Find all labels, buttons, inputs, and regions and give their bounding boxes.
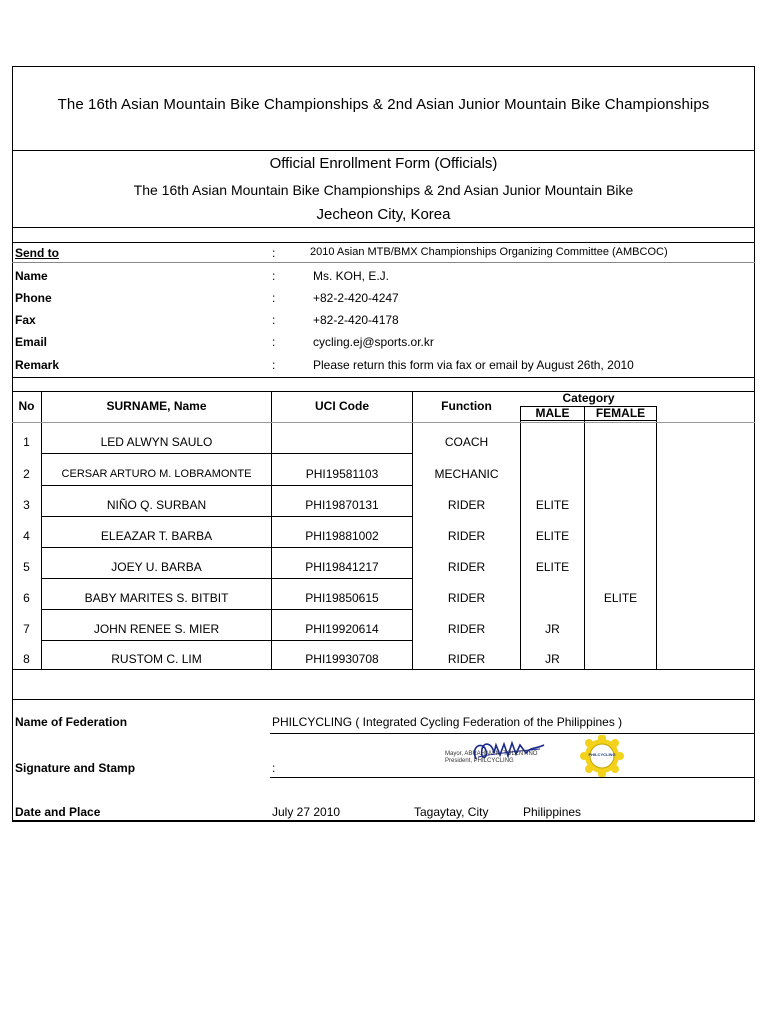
- row-male: ELITE: [535, 498, 570, 512]
- row-function: RIDER: [447, 529, 486, 543]
- colon: :: [272, 358, 276, 372]
- grid-line: [42, 485, 412, 486]
- email-value: cycling.ej@sports.or.kr: [313, 335, 434, 349]
- colon: :: [272, 313, 276, 327]
- row-function: RIDER: [447, 652, 486, 666]
- row-uci: PHI19841217: [305, 560, 379, 574]
- row-no: 2: [23, 467, 30, 481]
- row-name: BABY MARITES S. BITBIT: [84, 591, 229, 605]
- row-uci: PHI19920614: [305, 622, 379, 636]
- row-function: COACH: [444, 435, 489, 449]
- colon: :: [272, 291, 276, 305]
- remark-label: Remark: [15, 358, 60, 372]
- header-category: Category: [562, 391, 615, 405]
- row-male: JR: [545, 622, 560, 636]
- row-no: 3: [23, 498, 30, 512]
- row-no: 4: [23, 529, 30, 543]
- row-female: ELITE: [603, 591, 638, 605]
- name-label: Name: [15, 269, 48, 283]
- row-name: RUSTOM C. LIM: [111, 652, 202, 666]
- form-title: Official Enrollment Form (Officials): [269, 155, 498, 172]
- place-country: Philippines: [523, 805, 582, 819]
- header-no: No: [18, 399, 35, 413]
- phone-label: Phone: [15, 291, 52, 305]
- divider: [12, 262, 755, 263]
- divider: [270, 733, 755, 734]
- row-function: RIDER: [447, 591, 486, 605]
- row-function: RIDER: [447, 622, 486, 636]
- federation-value: PHILCYCLING ( Integrated Cycling Federation of the Philippines ): [272, 715, 623, 729]
- event-title: The 16th Asian Mountain Bike Championships & 2nd Asian Junior Mountain Bike Championships: [57, 96, 710, 113]
- philcycling-seal-icon: PHILCYCLING: [577, 735, 627, 777]
- row-name: JOHN RENEE S. MIER: [93, 622, 220, 636]
- row-name: NIÑO Q. SURBAN: [106, 498, 207, 512]
- row-male: ELITE: [535, 560, 570, 574]
- header-name: SURNAME, Name: [106, 399, 207, 413]
- date-value: July 27 2010: [272, 805, 341, 819]
- row-male: JR: [545, 652, 560, 666]
- grid-line: [42, 547, 412, 548]
- colon: :: [272, 269, 276, 283]
- colon: :: [272, 335, 276, 349]
- send-to-value: 2010 Asian MTB/BMX Championships Organizing Committee (AMBCOC): [310, 246, 668, 258]
- place-city: Tagaytay, City: [414, 805, 489, 819]
- divider: [12, 150, 755, 151]
- row-uci: PHI19930708: [305, 652, 379, 666]
- row-no: 5: [23, 560, 30, 574]
- row-function: MECHANIC: [434, 467, 499, 481]
- colon: :: [272, 246, 276, 260]
- header-male: MALE: [535, 406, 570, 420]
- row-name: ELEAZAR T. BARBA: [100, 529, 213, 543]
- row-no: 7: [23, 622, 30, 636]
- row-no: 8: [23, 652, 30, 666]
- row-no: 6: [23, 591, 30, 605]
- row-male: ELITE: [535, 529, 570, 543]
- header-uci: UCI Code: [315, 399, 369, 413]
- grid-line: [42, 516, 412, 517]
- grid-line: [42, 578, 412, 579]
- grid-line: [656, 406, 657, 669]
- divider: [12, 242, 755, 243]
- row-name: JOEY U. BARBA: [111, 560, 202, 574]
- divider: [12, 227, 755, 228]
- signature-label: Signature and Stamp: [15, 761, 136, 775]
- federation-label: Name of Federation: [15, 715, 128, 729]
- row-uci: PHI19881002: [305, 529, 379, 543]
- grid-line: [12, 422, 755, 423]
- header-female: FEMALE: [595, 406, 646, 420]
- remark-value: Please return this form via fax or email by August 26th, 2010: [313, 358, 634, 372]
- row-name: CERSAR ARTURO M. LOBRAMONTE: [61, 468, 252, 480]
- grid-line: [42, 609, 412, 610]
- row-function: RIDER: [447, 498, 486, 512]
- row-name: LED ALWYN SAULO: [100, 435, 213, 449]
- email-label: Email: [15, 335, 48, 349]
- form-location: Jecheon City, Korea: [316, 206, 451, 223]
- row-no: 1: [23, 435, 30, 449]
- grid-line: [12, 669, 755, 670]
- date-label: Date and Place: [15, 805, 101, 819]
- row-function: RIDER: [447, 560, 486, 574]
- header-function: Function: [441, 399, 492, 413]
- form-subtitle: The 16th Asian Mountain Bike Championships & 2nd Asian Junior Mountain Bike: [133, 182, 634, 198]
- fax-value: +82-2-420-4178: [313, 313, 399, 327]
- row-uci: PHI19870131: [305, 498, 379, 512]
- row-uci: PHI19581103: [305, 467, 379, 481]
- grid-line: [42, 640, 412, 641]
- row-uci: PHI19850615: [305, 591, 379, 605]
- divider: [12, 699, 755, 700]
- divider: [12, 821, 755, 822]
- grid-line: [584, 406, 585, 669]
- fax-label: Fax: [15, 313, 36, 327]
- signature-colon: :: [272, 761, 276, 775]
- signature-caption: Mayor, ABRAHAM N. TOLENTINO President, PHILCYCLING: [445, 751, 538, 764]
- send-to-label: Send to: [15, 246, 59, 260]
- grid-line: [520, 420, 656, 421]
- divider: [12, 377, 755, 378]
- phone-value: +82-2-420-4247: [313, 291, 399, 305]
- divider: [270, 777, 755, 778]
- grid-line: [42, 453, 412, 454]
- name-value: Ms. KOH, E.J.: [313, 269, 390, 283]
